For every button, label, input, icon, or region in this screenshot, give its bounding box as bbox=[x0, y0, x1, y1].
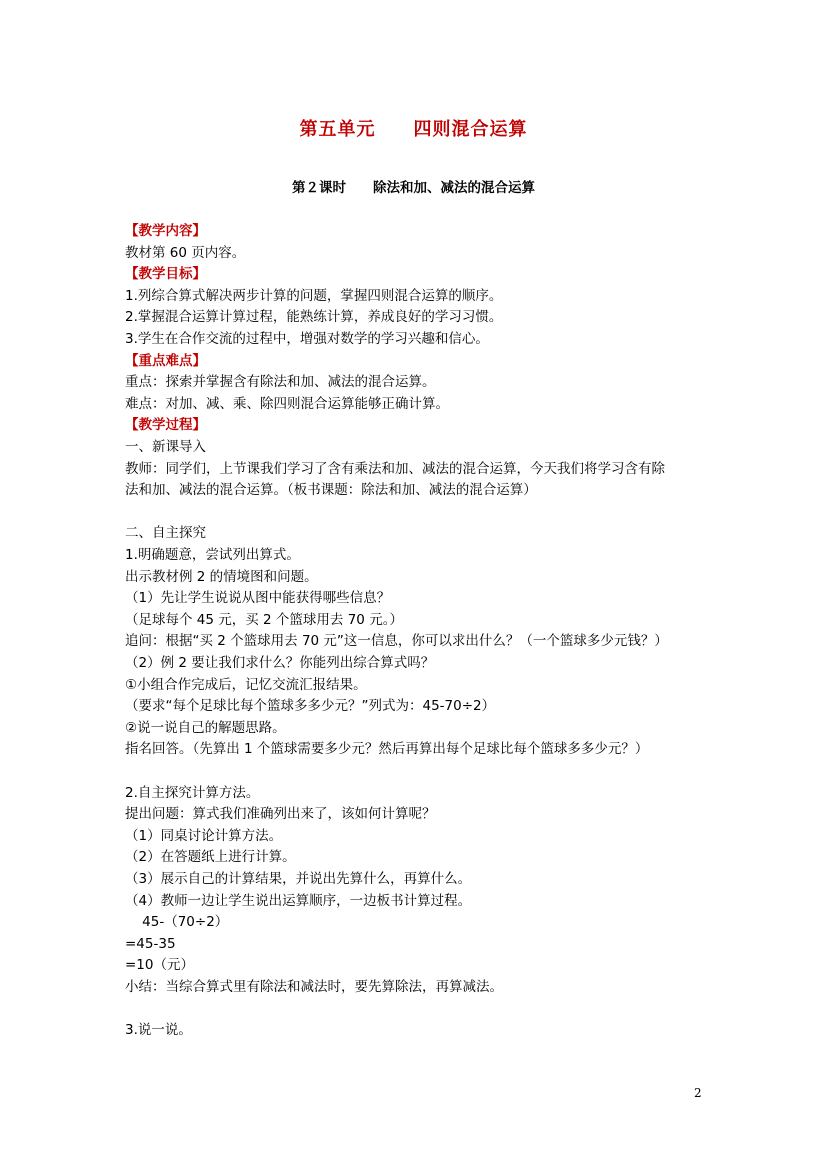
body-line: 出示教材例 2 的情境图和问题。 bbox=[125, 568, 318, 585]
section-heading: 【教学内容】 bbox=[125, 223, 206, 239]
body-line: （2）例 2 要让我们求什么？你能列出综合算式吗？ bbox=[125, 655, 435, 671]
body-line: 2.掌握混合运算计算过程，能熟练计算，养成良好的学习习惯。 bbox=[125, 309, 503, 326]
body-line: =10（元） bbox=[125, 957, 194, 974]
body-line: 二、自主探究 bbox=[125, 525, 206, 542]
body-line: 2.自主探究计算方法。 bbox=[125, 784, 260, 801]
body-line: 小结：当综合算式里有除法和减法时，要先算除法，再算减法。 bbox=[125, 979, 503, 995]
body-line: 教师：同学们，上节课我们学习了含有乘法和加、减法的混合运算，今天我们将学习含有除 bbox=[125, 460, 665, 477]
body-line: （4）教师一边让学生说出运算顺序，一边板书计算过程。 bbox=[125, 892, 472, 909]
body-line: 1.明确题意，尝试列出算式。 bbox=[125, 547, 300, 563]
body-line: 教材第 60 页内容。 bbox=[125, 244, 246, 261]
body-line: ②说一说自己的解题思路。 bbox=[125, 719, 286, 736]
body-line: （1）同桌讨论计算方法。 bbox=[125, 827, 283, 844]
section-heading: 【教学目标】 bbox=[125, 266, 206, 283]
body-line: ①小组合作完成后，记忆交流汇报结果。 bbox=[125, 676, 367, 693]
body-line: 追问：根据“买 2 个篮球用去 70 元”这一信息，你可以求出什么？（一个篮球多少元钱？） bbox=[125, 633, 668, 650]
body-line: （1）先让学生说说从图中能获得哪些信息？ bbox=[125, 590, 391, 607]
body-line: =45-35 bbox=[125, 935, 176, 952]
section-heading: 【重点难点】 bbox=[125, 352, 206, 369]
section-heading: 【教学过程】 bbox=[125, 417, 206, 434]
body-line: 重点：探索并掌握含有除法和加、减法的混合运算。 bbox=[125, 374, 436, 391]
body-line: 3.说一说。 bbox=[125, 1022, 192, 1039]
body-line: 提出问题：算式我们准确列出来了，该如何计算呢？ bbox=[125, 806, 436, 823]
body-line: 指名回答。（先算出 1 个篮球需要多少元？然后再算出每个足球比每个篮球多多少元？） bbox=[125, 741, 649, 758]
body-line: 一、新课导入 bbox=[125, 439, 206, 455]
unit-title: 第五单元 四则混合运算 bbox=[299, 119, 528, 140]
lesson-subtitle: 第２课时 除法和加、减法的混合运算 bbox=[292, 180, 535, 196]
body-line: 难点：对加、减、乘、除四则混合运算能够正确计算。 bbox=[125, 395, 449, 412]
body-line: （足球每个 45 元，买 2 个篮球用去 70 元。） bbox=[125, 611, 403, 628]
body-line: 3.学生在合作交流的过程中，增强对数学的学习兴趣和信心。 bbox=[125, 331, 489, 347]
body-line: （3）展示自己的计算结果，并说出先算什么，再算什么。 bbox=[125, 871, 472, 887]
body-line: （要求“每个足球比每个篮球多多少元？”列式为：45-70÷2） bbox=[125, 698, 496, 715]
body-line: 1.列综合算式解决两步计算的问题，掌握四则混合运算的顺序。 bbox=[125, 287, 503, 304]
body-line: （2）在答题纸上进行计算。 bbox=[125, 849, 296, 866]
body-line: 法和加、减法的混合运算。（板书课题：除法和加、减法的混合运算） bbox=[125, 482, 537, 499]
body-line: 45-（70÷2） bbox=[125, 914, 229, 931]
page-number: 2 bbox=[694, 1086, 702, 1100]
